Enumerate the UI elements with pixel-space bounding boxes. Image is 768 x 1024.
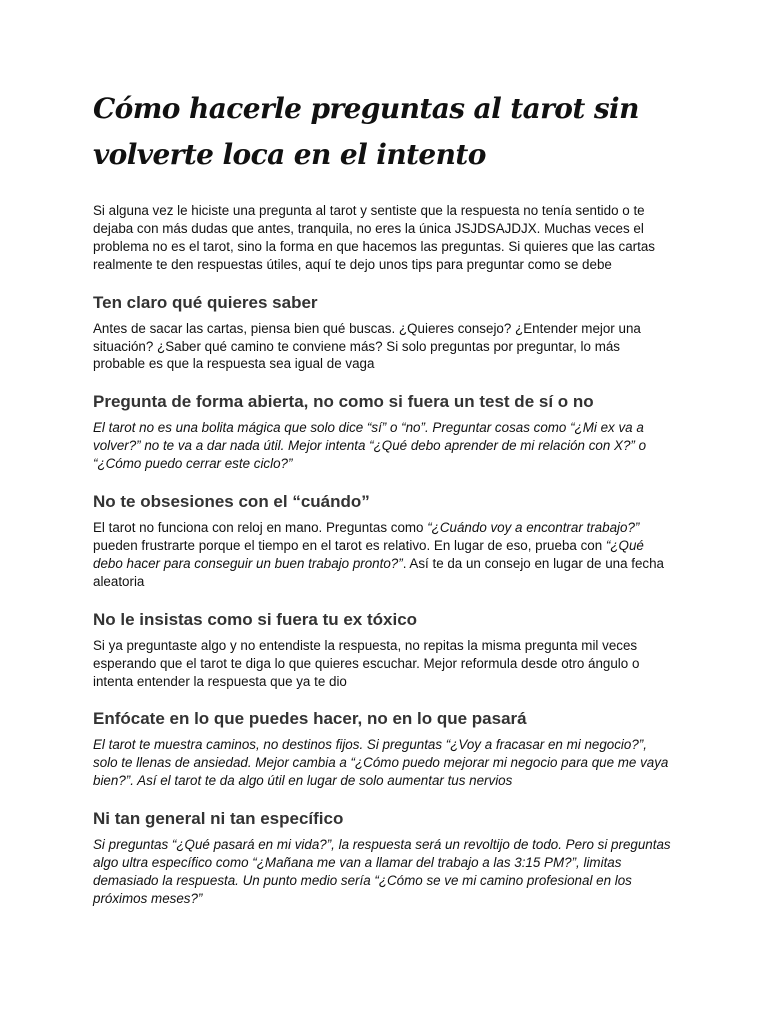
document-title: Cómo hacerle preguntas al tarot sin volverte loca en el intento	[93, 92, 639, 171]
body-text: El tarot no funciona con reloj en mano. Preguntas como	[93, 520, 428, 536]
intro-paragraph: Si alguna vez le hiciste una pregunta al tarot y sentiste que la respuesta no tenía sentido o te dejaba con más dudas que antes, tranquila, no eres la única JSJDSAJDJX. Muchas veces el problema no es el tarot, sino la forma en que hacemos las preguntas. Si quieres que las cartas realmente te den respuestas útiles, aquí te dejo unos tips para preguntar como se debe	[93, 203, 655, 272]
section-clear-intent	[93, 293, 675, 374]
section-body: El tarot no es una bolita mágica que solo dice “sí” o “no”. Preguntar cosas como “¿Mi ex va a volver?” no te va a dar nada útil. Mejor intenta “¿Qué debo aprender de mi relación con X?” o “¿Cómo puedo cerrar este ciclo?”	[93, 420, 647, 472]
body-text: . Así te da un consejo en lugar de una fecha aleatoria	[93, 555, 665, 589]
section-specificity	[93, 809, 675, 908]
section-heading: Ni tan general ni tan específico	[93, 809, 344, 829]
example-question: “¿Cuándo voy a encontrar trabajo?”	[427, 520, 640, 536]
section-heading: No te obsesiones con el “cuándo”	[93, 492, 370, 512]
body-text: pueden frustrarte porque el tiempo en el tarot es relativo. En lugar de eso, prueba con	[93, 537, 606, 553]
section-heading: Enfócate en lo que puedes hacer, no en lo que pasará	[93, 709, 527, 729]
section-heading: Ten claro qué quieres saber	[93, 292, 318, 312]
section-when	[93, 492, 675, 591]
section-open-questions	[93, 392, 675, 473]
section-heading: Pregunta de forma abierta, no como si fuera un test de sí o no	[93, 392, 594, 412]
section-body: El tarot te muestra caminos, no destinos fijos. Si preguntas “¿Voy a fracasar en mi negocio?”, solo te llenas de ansiedad. Mejor cambia a “¿Cómo puedo mejorar mi negocio para que me vaya bien?”. Así el tarot te da algo útil en lugar de solo aumentar tus nervios	[93, 737, 669, 789]
section-body: Antes de sacar las cartas, piensa bien qué buscas. ¿Quieres consejo? ¿Entender mejor una situación? ¿Saber qué camino te conviene más? Si solo preguntas por preguntar, lo más probable es que la respuesta sea igual de vaga	[93, 320, 641, 372]
section-body: Si ya preguntaste algo y no entendiste la respuesta, no repitas la misma pregunta mil veces esperando que el tarot te diga lo que quieres escuchar. Mejor reformula desde otro ángulo o intenta entender la respuesta que ya te dio	[93, 637, 640, 689]
section-focus-action	[93, 709, 675, 790]
example-question: “¿Qué debo hacer para conseguir un buen trabajo pronto?”	[93, 537, 644, 571]
section-body	[93, 519, 675, 591]
document-page	[93, 86, 675, 908]
section-body: Si preguntas “¿Qué pasará en mi vida?”, la respuesta será un revoltijo de todo. Pero si preguntas algo ultra específico como “¿Mañana me van a llamar del trabajo a las 3:15 PM?”, limitas demasiado la respuesta. Un punto medio sería “¿Cómo se ve mi camino profesional en los próximos meses?”	[93, 837, 671, 906]
section-dont-insist	[93, 610, 675, 691]
section-heading: No le insistas como si fuera tu ex tóxico	[93, 609, 418, 629]
